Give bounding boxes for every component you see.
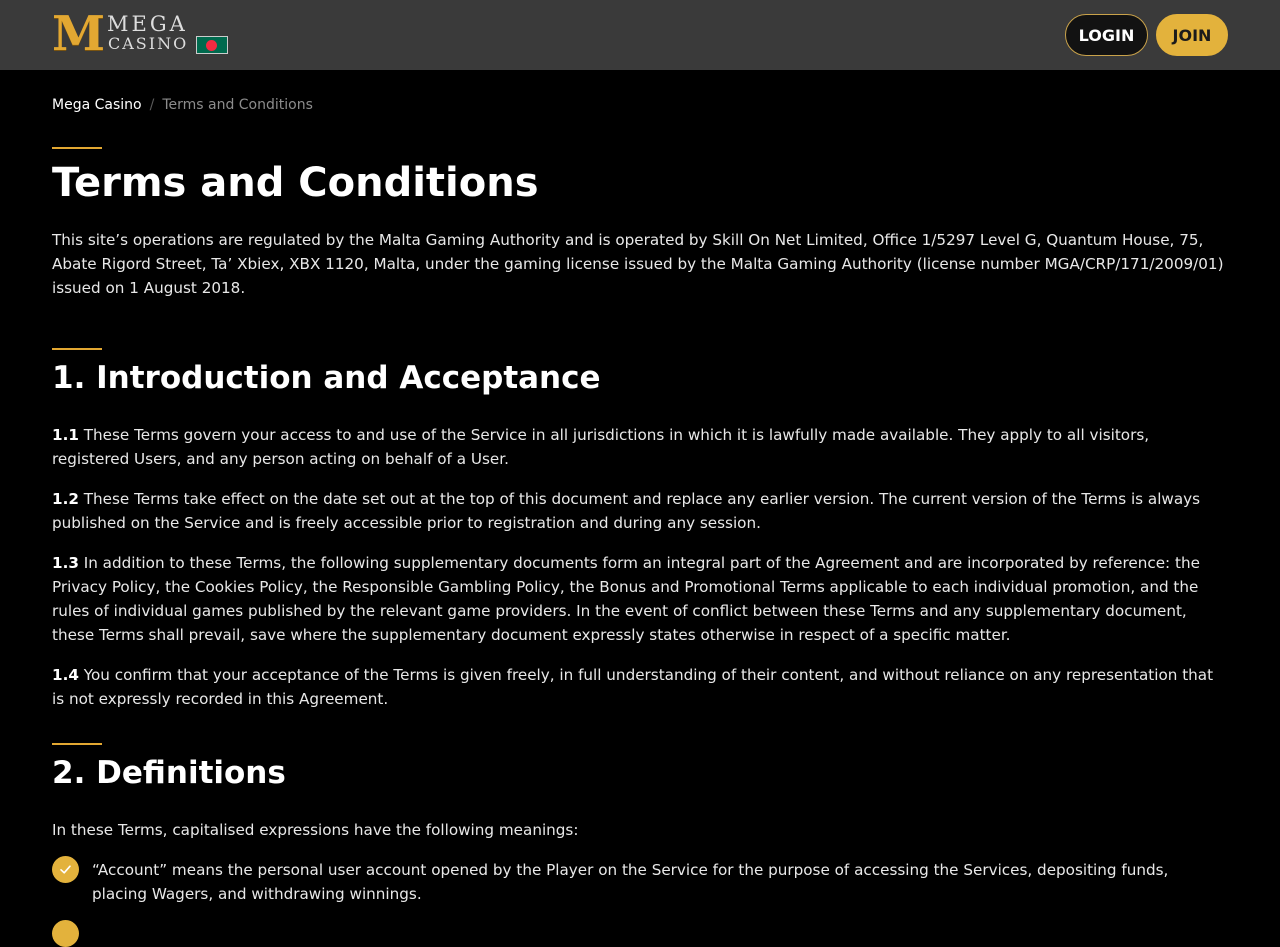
breadcrumb-current: Terms and Conditions bbox=[162, 97, 313, 113]
intro-paragraph: This site’s operations are regulated by the Malta Gaming Authority and is operated by Skill On Net Limited, Office 1/5297 Level G, Quantum House, 75, Abate Rigord Street, Ta’ Xbiex, XBX 1120, Malta, under the gaming license issued by the Malta Gaming Authority (license number MGA/CRP/171/2009/01) issued on 1 August 2018. bbox=[52, 231, 1224, 297]
clause-text: You confirm that your acceptance of the Terms is given freely, in full understanding of their content, and without reliance on any representation that is not expressly recorded in this Agreement. bbox=[52, 666, 1214, 708]
section-heading: 2. Definitions bbox=[52, 755, 286, 791]
top-header bbox=[0, 0, 1280, 70]
join-button[interactable]: JOIN bbox=[1156, 14, 1228, 56]
clause-1-2 bbox=[52, 487, 1228, 535]
section-accent-line bbox=[52, 743, 102, 745]
section-definitions bbox=[52, 743, 1228, 906]
title-accent-line bbox=[52, 147, 102, 149]
clause-1-4 bbox=[52, 663, 1228, 711]
breadcrumb bbox=[52, 95, 313, 115]
definitions-intro: In these Terms, capitalised expressions have the following meanings: bbox=[52, 821, 579, 839]
clause-number: 1.4 bbox=[52, 666, 79, 684]
login-button[interactable]: LOGIN bbox=[1065, 14, 1148, 56]
clause-text: In addition to these Terms, the following supplementary documents form an integral part of the Agreement and are incorporated by reference: the Privacy Policy, the Cookies Policy, the Responsible Gambling Policy, the Bonus and Promotional Terms applicable to each individual promotion, and the rules of individual games published by the relevant game providers. In the event of conflict between these Terms and any supplementary document, these Terms shall prevail, save where the supplementary document expressly states otherwise in respect of a specific matter. bbox=[52, 554, 1200, 644]
logo-mega-text: MEGA bbox=[107, 12, 188, 36]
definition-text: “Account” means the personal user account opened by the Player on the Service for the purpose of accessing the Services, depositing funds, placing Wagers, and withdrawing winnings. bbox=[92, 861, 1169, 903]
check-icon bbox=[52, 856, 79, 883]
clause-number: 1.3 bbox=[52, 554, 79, 572]
breadcrumb-separator: / bbox=[149, 97, 155, 113]
bangladesh-flag-icon bbox=[196, 36, 228, 54]
definitions-list bbox=[52, 858, 1228, 906]
list-item bbox=[52, 858, 1228, 906]
clause-text: These Terms govern your access to and use of the Service in all jurisdictions in which it is lawfully made available. They apply to all visitors, registered Users, and any person acting on behalf of a User. bbox=[52, 426, 1150, 468]
breadcrumb-home-link[interactable]: Mega Casino bbox=[52, 97, 142, 113]
clause-number: 1.2 bbox=[52, 490, 79, 508]
logo-m-mark: M bbox=[52, 6, 106, 62]
logo-casino-text: CASINO bbox=[108, 34, 189, 53]
section-heading: 1. Introduction and Acceptance bbox=[52, 360, 601, 396]
section-introduction bbox=[52, 348, 1228, 711]
mega-casino-logo[interactable] bbox=[52, 6, 228, 62]
terms-content bbox=[52, 147, 1228, 922]
section-accent-line bbox=[52, 348, 102, 350]
clause-text: These Terms take effect on the date set out at the top of this document and replace any earlier version. The current version of the Terms is always published on the Service and is freely accessible prior to registration and during any session. bbox=[52, 490, 1201, 532]
check-icon bbox=[52, 920, 79, 947]
clause-1-3 bbox=[52, 551, 1228, 647]
page-title: Terms and Conditions bbox=[52, 160, 539, 206]
clause-number: 1.1 bbox=[52, 426, 79, 444]
clause-1-1 bbox=[52, 423, 1228, 471]
